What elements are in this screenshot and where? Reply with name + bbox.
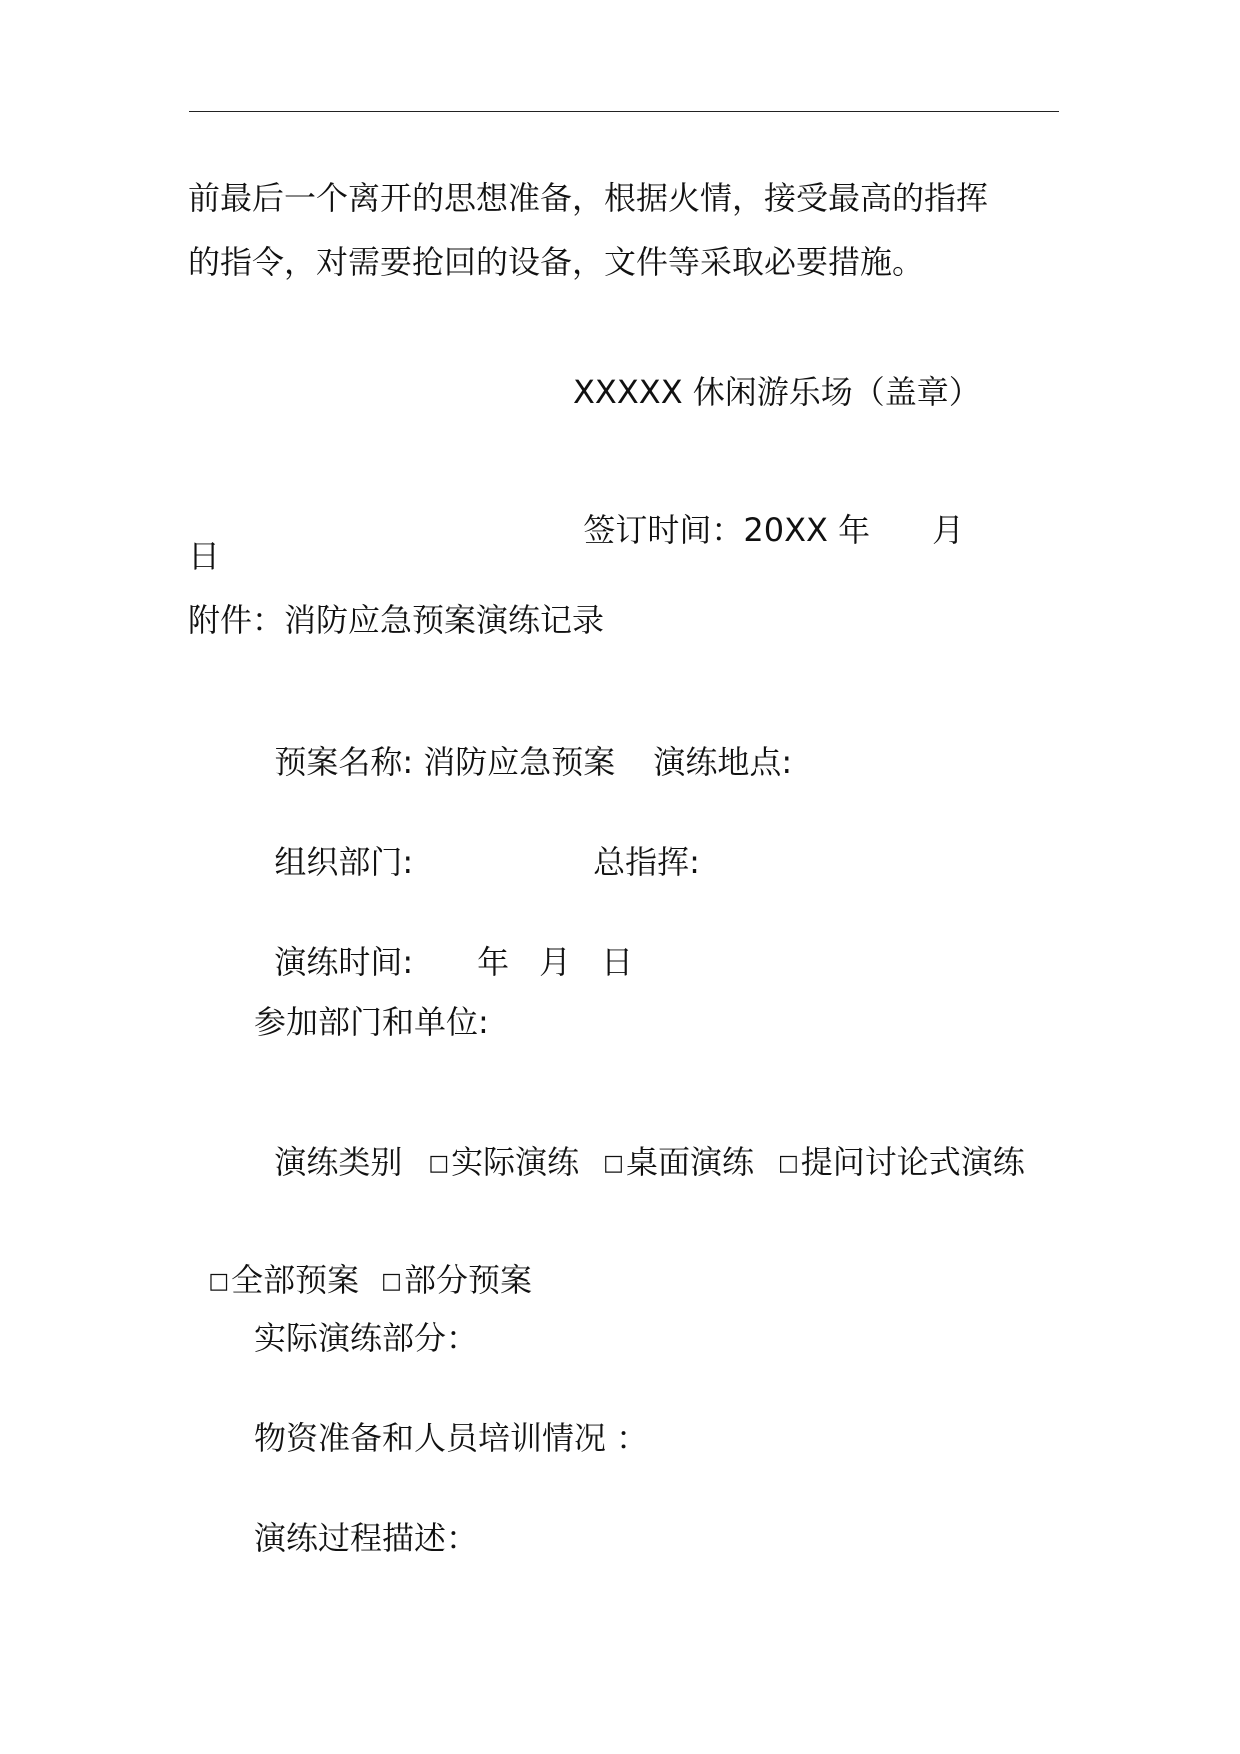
drill-year: 年	[477, 943, 510, 981]
signature-day: 日	[188, 537, 221, 575]
signature-date-row	[563, 470, 964, 550]
actual-drill-part-label: 实际演练部分：	[254, 1319, 479, 1357]
option-actual-drill[interactable]: □实际演练	[428, 1142, 579, 1184]
checkbox-icon[interactable]: □	[777, 1151, 799, 1176]
org-dept-label: 组织部门:	[274, 843, 414, 881]
checkbox-icon[interactable]: □	[381, 1269, 402, 1294]
drill-time-row	[254, 902, 633, 982]
checkbox-icon[interactable]: □	[603, 1151, 624, 1176]
drill-location-label: 演练地点:	[653, 743, 793, 781]
option-partial-plan[interactable]: □部分预案	[381, 1260, 532, 1302]
plan-name-label: 预案名称: 消防应急预案	[274, 743, 616, 781]
signature-org: XXXXX 休闲游乐场（盖章）	[573, 373, 981, 411]
header-rule	[189, 111, 1059, 112]
preparation-label: 物资准备和人员培训情况 ：	[254, 1419, 649, 1457]
checkbox-icon[interactable]: □	[208, 1269, 230, 1294]
drill-day: 日	[601, 943, 634, 981]
drill-month: 月	[539, 943, 572, 981]
option-discussion-drill[interactable]: □提问讨论式演练	[778, 1142, 1025, 1184]
option-full-plan[interactable]: □全部预案	[208, 1260, 359, 1302]
drill-category-row	[254, 1102, 1025, 1184]
body-paragraph-line-2: 的指令，对需要抢回的设备，文件等采取必要措施。	[188, 243, 925, 281]
body-paragraph-line-1: 前最后一个离开的思想准备，根据火情，接受最高的指挥	[188, 179, 989, 217]
plan-name-row	[254, 702, 792, 782]
attachment-title: 附件：消防应急预案演练记录	[188, 601, 605, 639]
process-description-label: 演练过程描述：	[254, 1519, 479, 1557]
plan-scope-row	[188, 1220, 532, 1302]
drill-time-label: 演练时间:	[274, 943, 414, 981]
checkbox-icon[interactable]: □	[428, 1151, 450, 1176]
signature-month: 月	[932, 511, 965, 549]
commander-label: 总指挥:	[593, 843, 700, 881]
participants-label: 参加部门和单位:	[254, 1003, 489, 1041]
signature-date-label: 签订时间：20XX 年	[583, 511, 871, 549]
option-tabletop-drill[interactable]: □桌面演练	[603, 1142, 754, 1184]
org-dept-row	[254, 802, 700, 882]
drill-category-label: 演练类别	[274, 1143, 403, 1181]
